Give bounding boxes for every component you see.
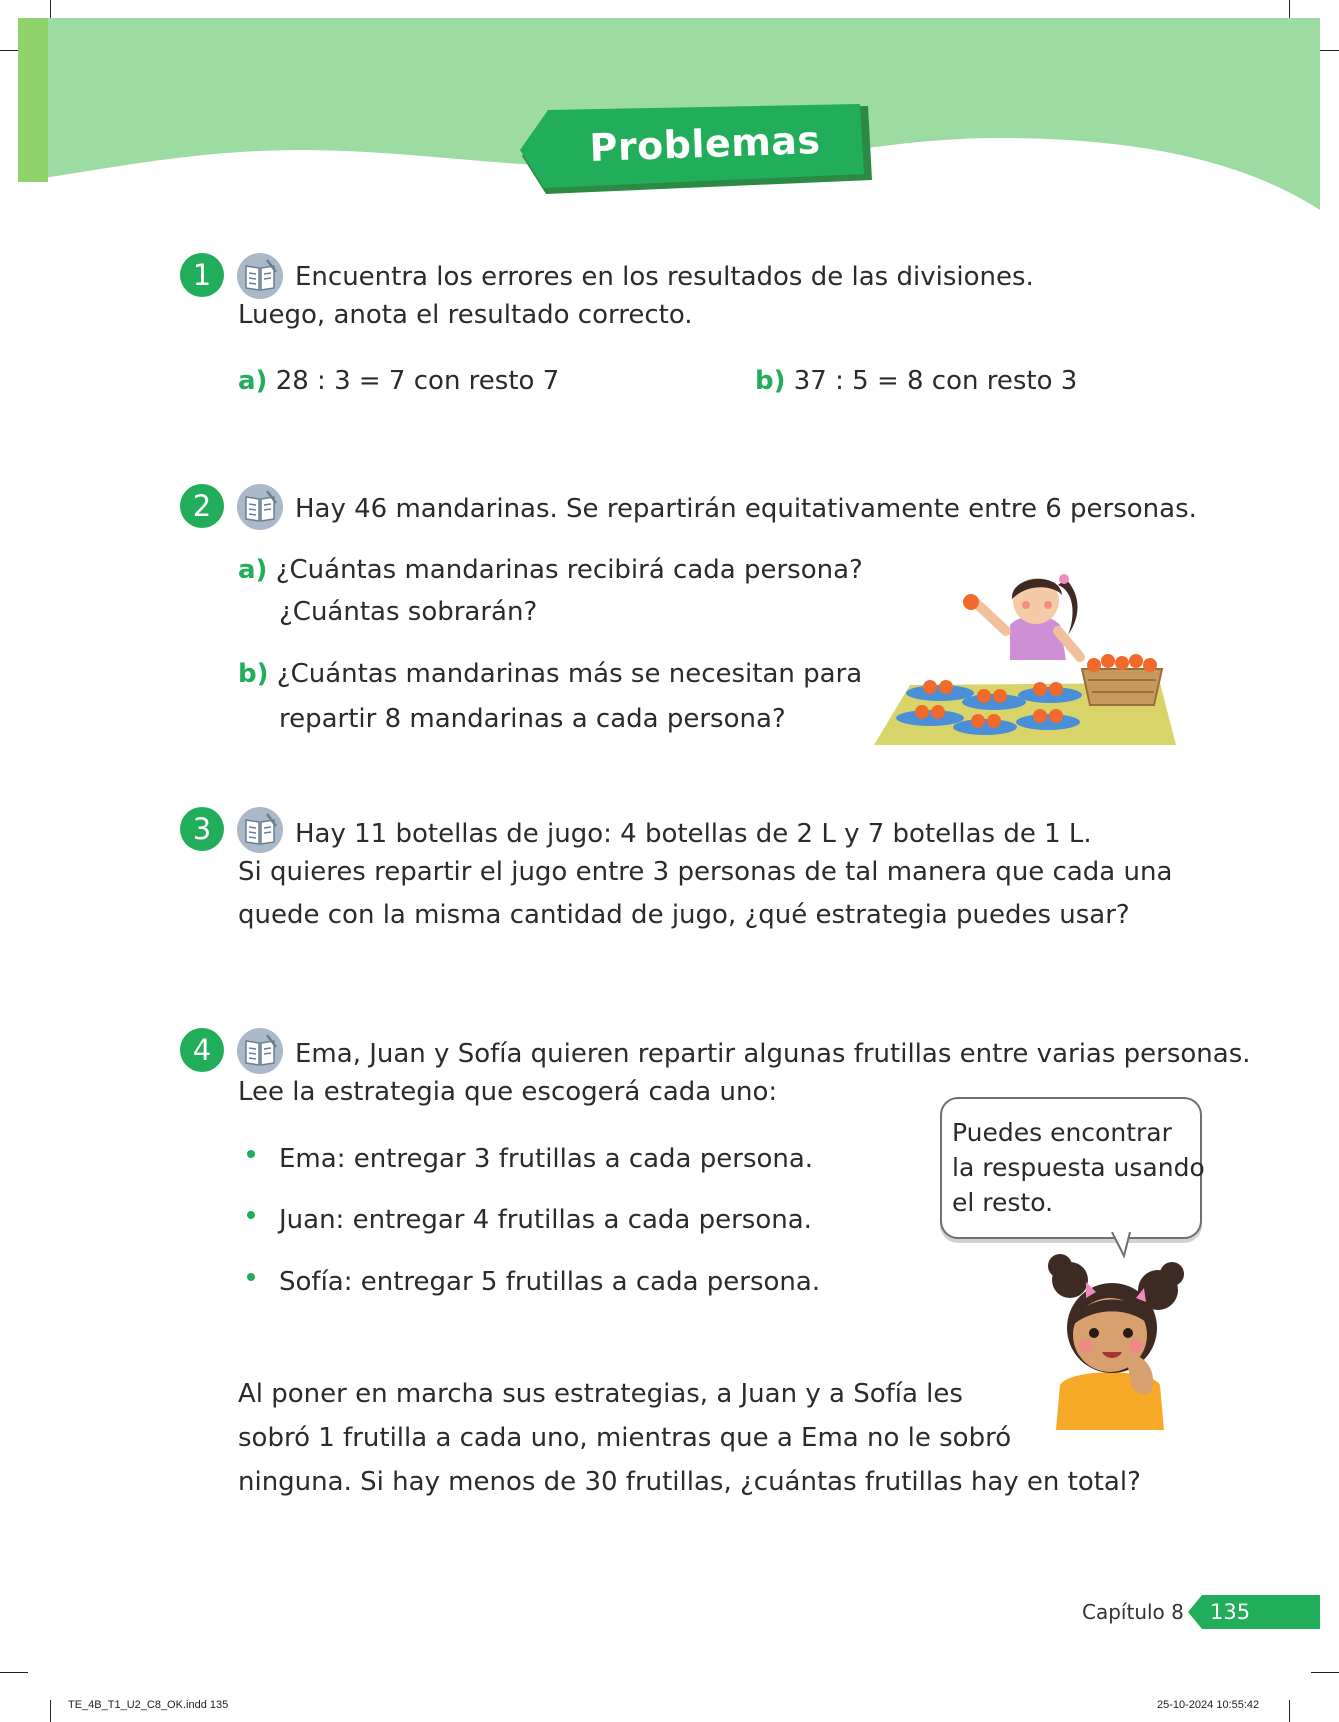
problem-4-line-1: Ema, Juan y Sofía quieren repartir algunas frutillas entre varias personas.: [295, 1039, 1251, 1069]
strategy-item: Ema: entregar 3 frutillas a cada persona.: [279, 1144, 814, 1174]
problem-3-line-1: Hay 11 botellas de jugo: 4 botellas de 2 L y 7 botellas de 1 L.: [295, 819, 1092, 849]
item-text: 28 : 3 = 7 con resto 7: [275, 366, 560, 396]
page-title: Problemas: [588, 117, 822, 171]
crop-mark: [1311, 1672, 1339, 1673]
problem-number-badge: 1: [180, 253, 224, 297]
item-label: b): [238, 659, 269, 689]
problem-2-item-a: [238, 551, 863, 589]
problem-3-line-2: Si quieres repartir el jugo entre 3 personas de tal manera que cada una: [238, 857, 1173, 887]
bullet-dot: [247, 1211, 255, 1219]
item-text: ¿Cuántas mandarinas más se necesitan para: [276, 659, 863, 689]
item-text: ¿Cuántas mandarinas recibirá cada persona?: [275, 555, 863, 585]
page-number: 135: [1210, 1600, 1251, 1624]
problem-2-item-b-line-2: repartir 8 mandarinas a cada persona?: [279, 704, 786, 734]
item-label: a): [238, 555, 268, 585]
book-icon: [236, 483, 284, 531]
crop-mark: [0, 1672, 28, 1673]
problem-4-line-2: Lee la estrategia que escogerá cada uno:: [238, 1077, 778, 1107]
problem-number-badge: 2: [180, 484, 224, 528]
problem-4-closing-line: ninguna. Si hay menos de 30 frutillas, ¿cuántas frutillas hay en total?: [238, 1467, 1141, 1497]
problem-3-line-3: quede con la misma cantidad de jugo, ¿qué estrategia puedes usar?: [238, 900, 1130, 930]
problem-1-item-a: [238, 362, 559, 400]
strategy-item: Juan: entregar 4 frutillas a cada persona.: [279, 1205, 812, 1235]
book-icon: [236, 252, 284, 300]
problem-2-item-a-line-2: ¿Cuántas sobrarán?: [279, 597, 538, 627]
book-icon: [236, 806, 284, 854]
bullet-dot: [247, 1150, 255, 1158]
problem-4-closing-line: sobró 1 frutilla a cada uno, mientras que a Ema no le sobró: [238, 1423, 1012, 1453]
crop-mark: [1289, 1700, 1290, 1722]
problem-number-badge: 3: [180, 807, 224, 851]
girl-thinking-illustration: [1040, 1240, 1190, 1430]
problem-1-item-b: [755, 362, 1077, 400]
page-number-tab: [1188, 1595, 1320, 1629]
print-slug-file: TE_4B_T1_U2_C8_OK.indd 135: [68, 1699, 229, 1711]
problem-2-item-b: [238, 655, 862, 693]
book-icon: [236, 1027, 284, 1075]
crop-mark: [50, 1700, 51, 1722]
problem-number-badge: 4: [180, 1028, 224, 1072]
speech-bubble-text: [952, 1115, 1205, 1220]
bubble-line: la respuesta usando: [952, 1153, 1205, 1182]
girl-tangerines-illustration: [870, 565, 1180, 750]
problem-2-line-1: Hay 46 mandarinas. Se repartirán equitativamente entre 6 personas.: [295, 494, 1197, 524]
chapter-label: Capítulo 8: [1082, 1600, 1184, 1624]
bubble-line: Puedes encontrar: [952, 1118, 1172, 1147]
problem-4-closing-line: Al poner en marcha sus estrategias, a Juan y a Sofía les: [238, 1379, 963, 1409]
item-text: 37 : 5 = 8 con resto 3: [793, 366, 1078, 396]
bullet-dot: [247, 1273, 255, 1281]
problem-1-line-2: Luego, anota el resultado correcto.: [238, 300, 693, 330]
strategy-item: Sofía: entregar 5 frutillas a cada persona.: [279, 1267, 821, 1297]
item-label: b): [755, 366, 786, 396]
problem-1-line-1: Encuentra los errores en los resultados de las divisiones.: [295, 262, 1034, 292]
print-slug-date: 25-10-2024 10:55:42: [1157, 1699, 1260, 1711]
bubble-line: el resto.: [952, 1188, 1054, 1217]
item-label: a): [238, 366, 268, 396]
